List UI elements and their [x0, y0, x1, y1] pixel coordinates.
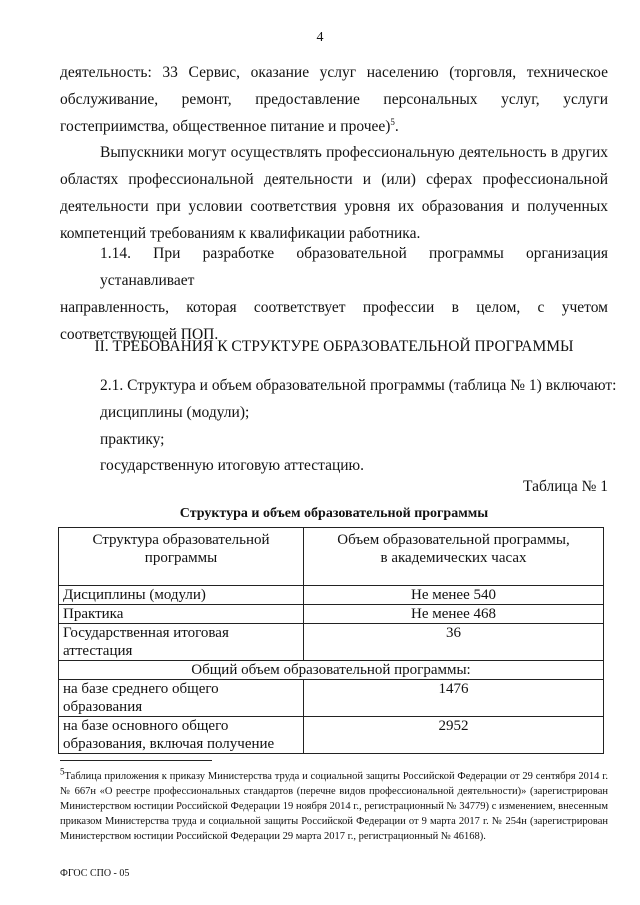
text-line-last [60, 113, 608, 140]
structure-table [58, 527, 604, 754]
row-label: Дисциплины (модули) [59, 586, 304, 605]
table-label: Таблица № 1 [523, 478, 608, 495]
header-text-line: Структура образовательной [92, 532, 270, 548]
row-value: 2952 [304, 717, 604, 754]
row-label [59, 680, 304, 717]
footnote-marker: 5 [60, 766, 65, 777]
table-row [59, 717, 604, 754]
header-text-line: Объем образовательной программы, [337, 532, 570, 548]
footnote-divider [60, 760, 212, 761]
footnote-text: Таблица приложения к приказу Министерства труда и социальной защиты Российской Федерации от 29 сентября 2014 г. № 667н «О реестре профессиональных стандартов (перечне видов профессиональной деятельности)» (зарегистрирован Министерством юстиции Российской Федерации 19 ноября 2014 г., регистрационный № 34779) с изменением, внесенным приказом Министерства труда и социальной защиты Российской Федерации от 9 марта 2017 г. № 254н (зарегистрирован Министерством юстиции Российской Федерации 29 марта 2017 г., регистрационный № 46168). [60, 771, 608, 842]
text-segment: . [394, 118, 399, 135]
row-label [59, 717, 304, 754]
footnote [60, 766, 608, 844]
text-line: направленность, которая соответствует профессии в целом, с учетом [60, 299, 608, 316]
footer-code: ФГОС СПО - 05 [60, 868, 130, 879]
text-line-last: соответствующей ПОП. [60, 326, 219, 343]
table-row [59, 680, 604, 717]
paragraph-1-14 [60, 240, 608, 348]
row-value: 1476 [304, 680, 604, 717]
row-value: Не менее 540 [304, 586, 604, 605]
header-cell-volume [304, 528, 604, 586]
row-label: Практика [59, 605, 304, 624]
row-label [59, 624, 304, 661]
table-row [59, 605, 604, 624]
text-line: 1.14. При разработке образовательной программы организация устанавливает [100, 245, 608, 289]
list-item: дисциплины (модули); [100, 404, 250, 421]
table-row [59, 624, 604, 661]
paragraph-activity-areas [60, 59, 608, 140]
text-line: обслуживание, ремонт, предоставление персональных услуг, услуги [60, 91, 608, 108]
header-text-line: в академических часах [380, 550, 527, 566]
text-line-last: компетенций требованиям к квалификации работника. [60, 225, 421, 242]
item-2-1-intro: 2.1. Структура и объем образовательной программы (таблица № 1) включают: [100, 377, 617, 394]
text-line: областях профессиональной деятельности и (или) сферах профессиональной [60, 171, 608, 188]
row-value: 36 [304, 624, 604, 661]
header-text-line: программы [144, 550, 218, 566]
row-label-line: образования, включая получение [63, 736, 275, 752]
row-label-line: Государственная итоговая [63, 625, 229, 641]
list-item: практику; [100, 431, 165, 448]
list-item: государственную итоговую аттестацию. [100, 457, 365, 474]
table-title: Структура и объем образовательной программы [179, 506, 489, 521]
page-number: 4 [316, 30, 324, 45]
footnote-reference[interactable]: 5 [390, 116, 395, 127]
total-label: Общий объем образовательной программы: [59, 661, 604, 680]
row-label-line: на базе среднего общего [63, 681, 219, 697]
table-row [59, 586, 604, 605]
row-label-line: образования [63, 699, 143, 715]
table-header-row [59, 528, 604, 586]
header-cell-structure [59, 528, 304, 586]
row-label-line: аттестация [63, 643, 133, 659]
text-segment: гостеприимства, общественное питание и прочее) [60, 118, 391, 135]
text-line: Выпускники могут осуществлять профессиональную деятельность в других [100, 144, 608, 161]
text-line: деятельность: 33 Сервис, оказание услуг населению (торговля, техническое [60, 64, 608, 81]
text-line: деятельности при условии соответствия уровня их образования и полученных [60, 198, 608, 215]
paragraph-graduates [60, 139, 608, 247]
table-total-row [59, 661, 604, 680]
row-value: Не менее 468 [304, 605, 604, 624]
section-heading: II. ТРЕБОВАНИЯ К СТРУКТУРЕ ОБРАЗОВАТЕЛЬНОЙ ПРОГРАММЫ [94, 338, 574, 355]
row-label-line: на базе основного общего [63, 718, 229, 734]
